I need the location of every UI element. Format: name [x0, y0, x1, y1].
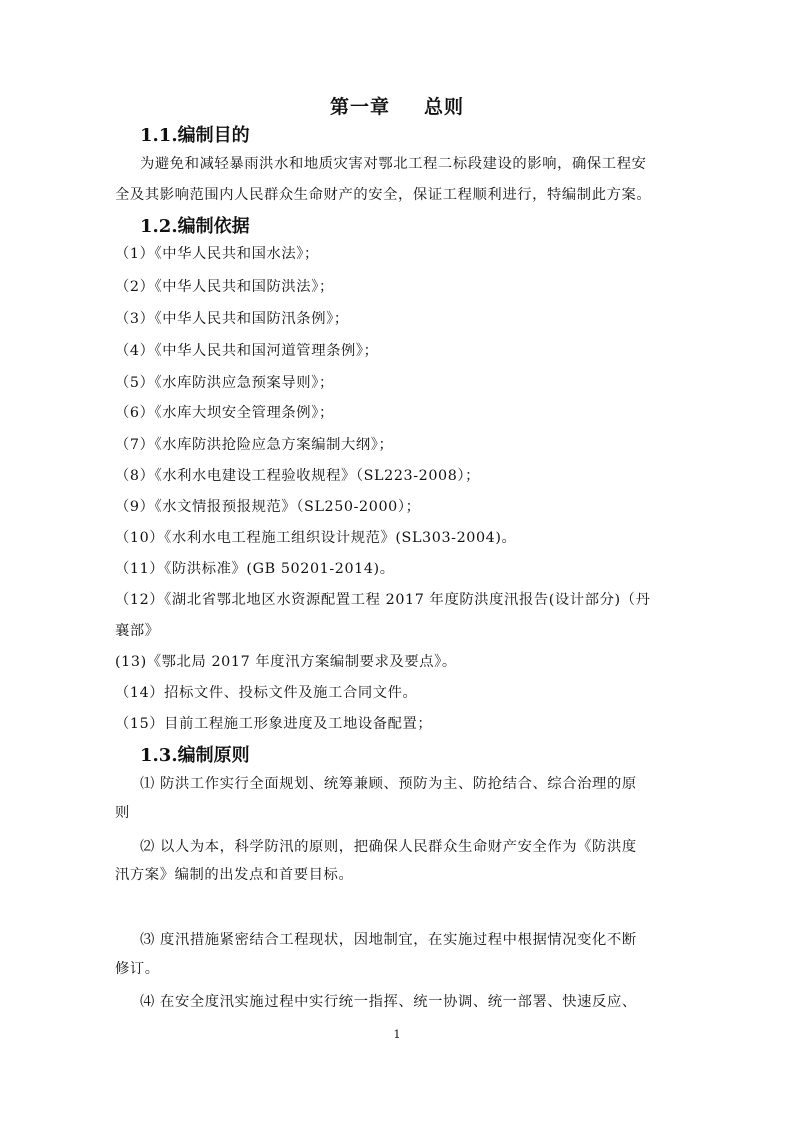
purpose-line-1: 为避免和减轻暴雨洪水和地质灾害对鄂北工程二标段建设的影响，确保工程安	[140, 156, 647, 172]
basis-item: （12）《湖北省鄂北地区水资源配置工程 2017 年度防洪度汛报告(设计部分)（丹	[115, 592, 651, 608]
chapter-title	[0, 92, 794, 119]
principle-line: 汛方案》编制的出发点和首要目标。	[115, 867, 354, 883]
principle-line: ⑴ 防洪工作实行全面规划、统筹兼顾、预防为主、防抢结合、综合治理的原	[140, 776, 637, 792]
basis-item: （7）《水库防洪抢险应急方案编制大纲》；	[115, 437, 394, 453]
basis-item: （6）《水库大坝安全管理条例》；	[115, 405, 334, 421]
chapter-name: 总则	[424, 96, 465, 118]
chapter-number: 第一章	[329, 96, 390, 118]
principle-line: 修订。	[115, 961, 160, 977]
basis-item: （8）《水利水电建设工程验收规程》（SL223-2008）；	[115, 468, 481, 484]
basis-item: (13)《鄂北局 2017 年度汛方案编制要求及要点》。	[115, 654, 457, 670]
basis-item: （5）《水库防洪应急预案导则》；	[115, 375, 334, 391]
principle-line: 则	[115, 805, 130, 821]
page-number: 1	[393, 1028, 401, 1041]
purpose-line-2: 全及其影响范围内人民群众生命财产的安全，保证工程顺利进行，特编制此方案。	[115, 187, 652, 203]
basis-item-continued: 襄部》	[115, 623, 160, 639]
basis-item: （9）《水文情报预报规范》（SL250-2000）；	[115, 499, 421, 515]
principle-line: ⑶ 度汛措施紧密结合工程现状，因地制宜，在实施过程中根据情况变化不断	[140, 932, 637, 948]
basis-item: （15）目前工程施工形象进度及工地设备配置；	[115, 716, 433, 732]
basis-item: （14）招标文件、投标文件及施工合同文件。	[115, 685, 418, 701]
section-heading-purpose: 1.1.编制目的	[140, 125, 250, 146]
basis-item: （2）《中华人民共和国防洪法》；	[115, 279, 334, 295]
basis-item: （4）《中华人民共和国河道管理条例》；	[115, 343, 379, 359]
basis-item: （1）《中华人民共和国水法》；	[115, 246, 319, 262]
principle-line: ⑵ 以人为本，科学防汛的原则，把确保人民群众生命财产安全作为《防洪度	[140, 839, 637, 855]
section-heading-basis: 1.2.编制依据	[140, 216, 250, 237]
basis-item: （11）《防洪标准》(GB 50201-2014)。	[115, 561, 395, 577]
section-heading-principles: 1.3.编制原则	[140, 745, 250, 766]
basis-item: （3）《中华人民共和国防汛条例》；	[115, 311, 349, 327]
principle-line: ⑷ 在安全度汛实施过程中实行统一指挥、统一协调、统一部署、快速反应、	[140, 994, 637, 1010]
basis-item: （10）《水利水电工程施工组织设计规范》(SL303-2004)。	[115, 530, 517, 546]
